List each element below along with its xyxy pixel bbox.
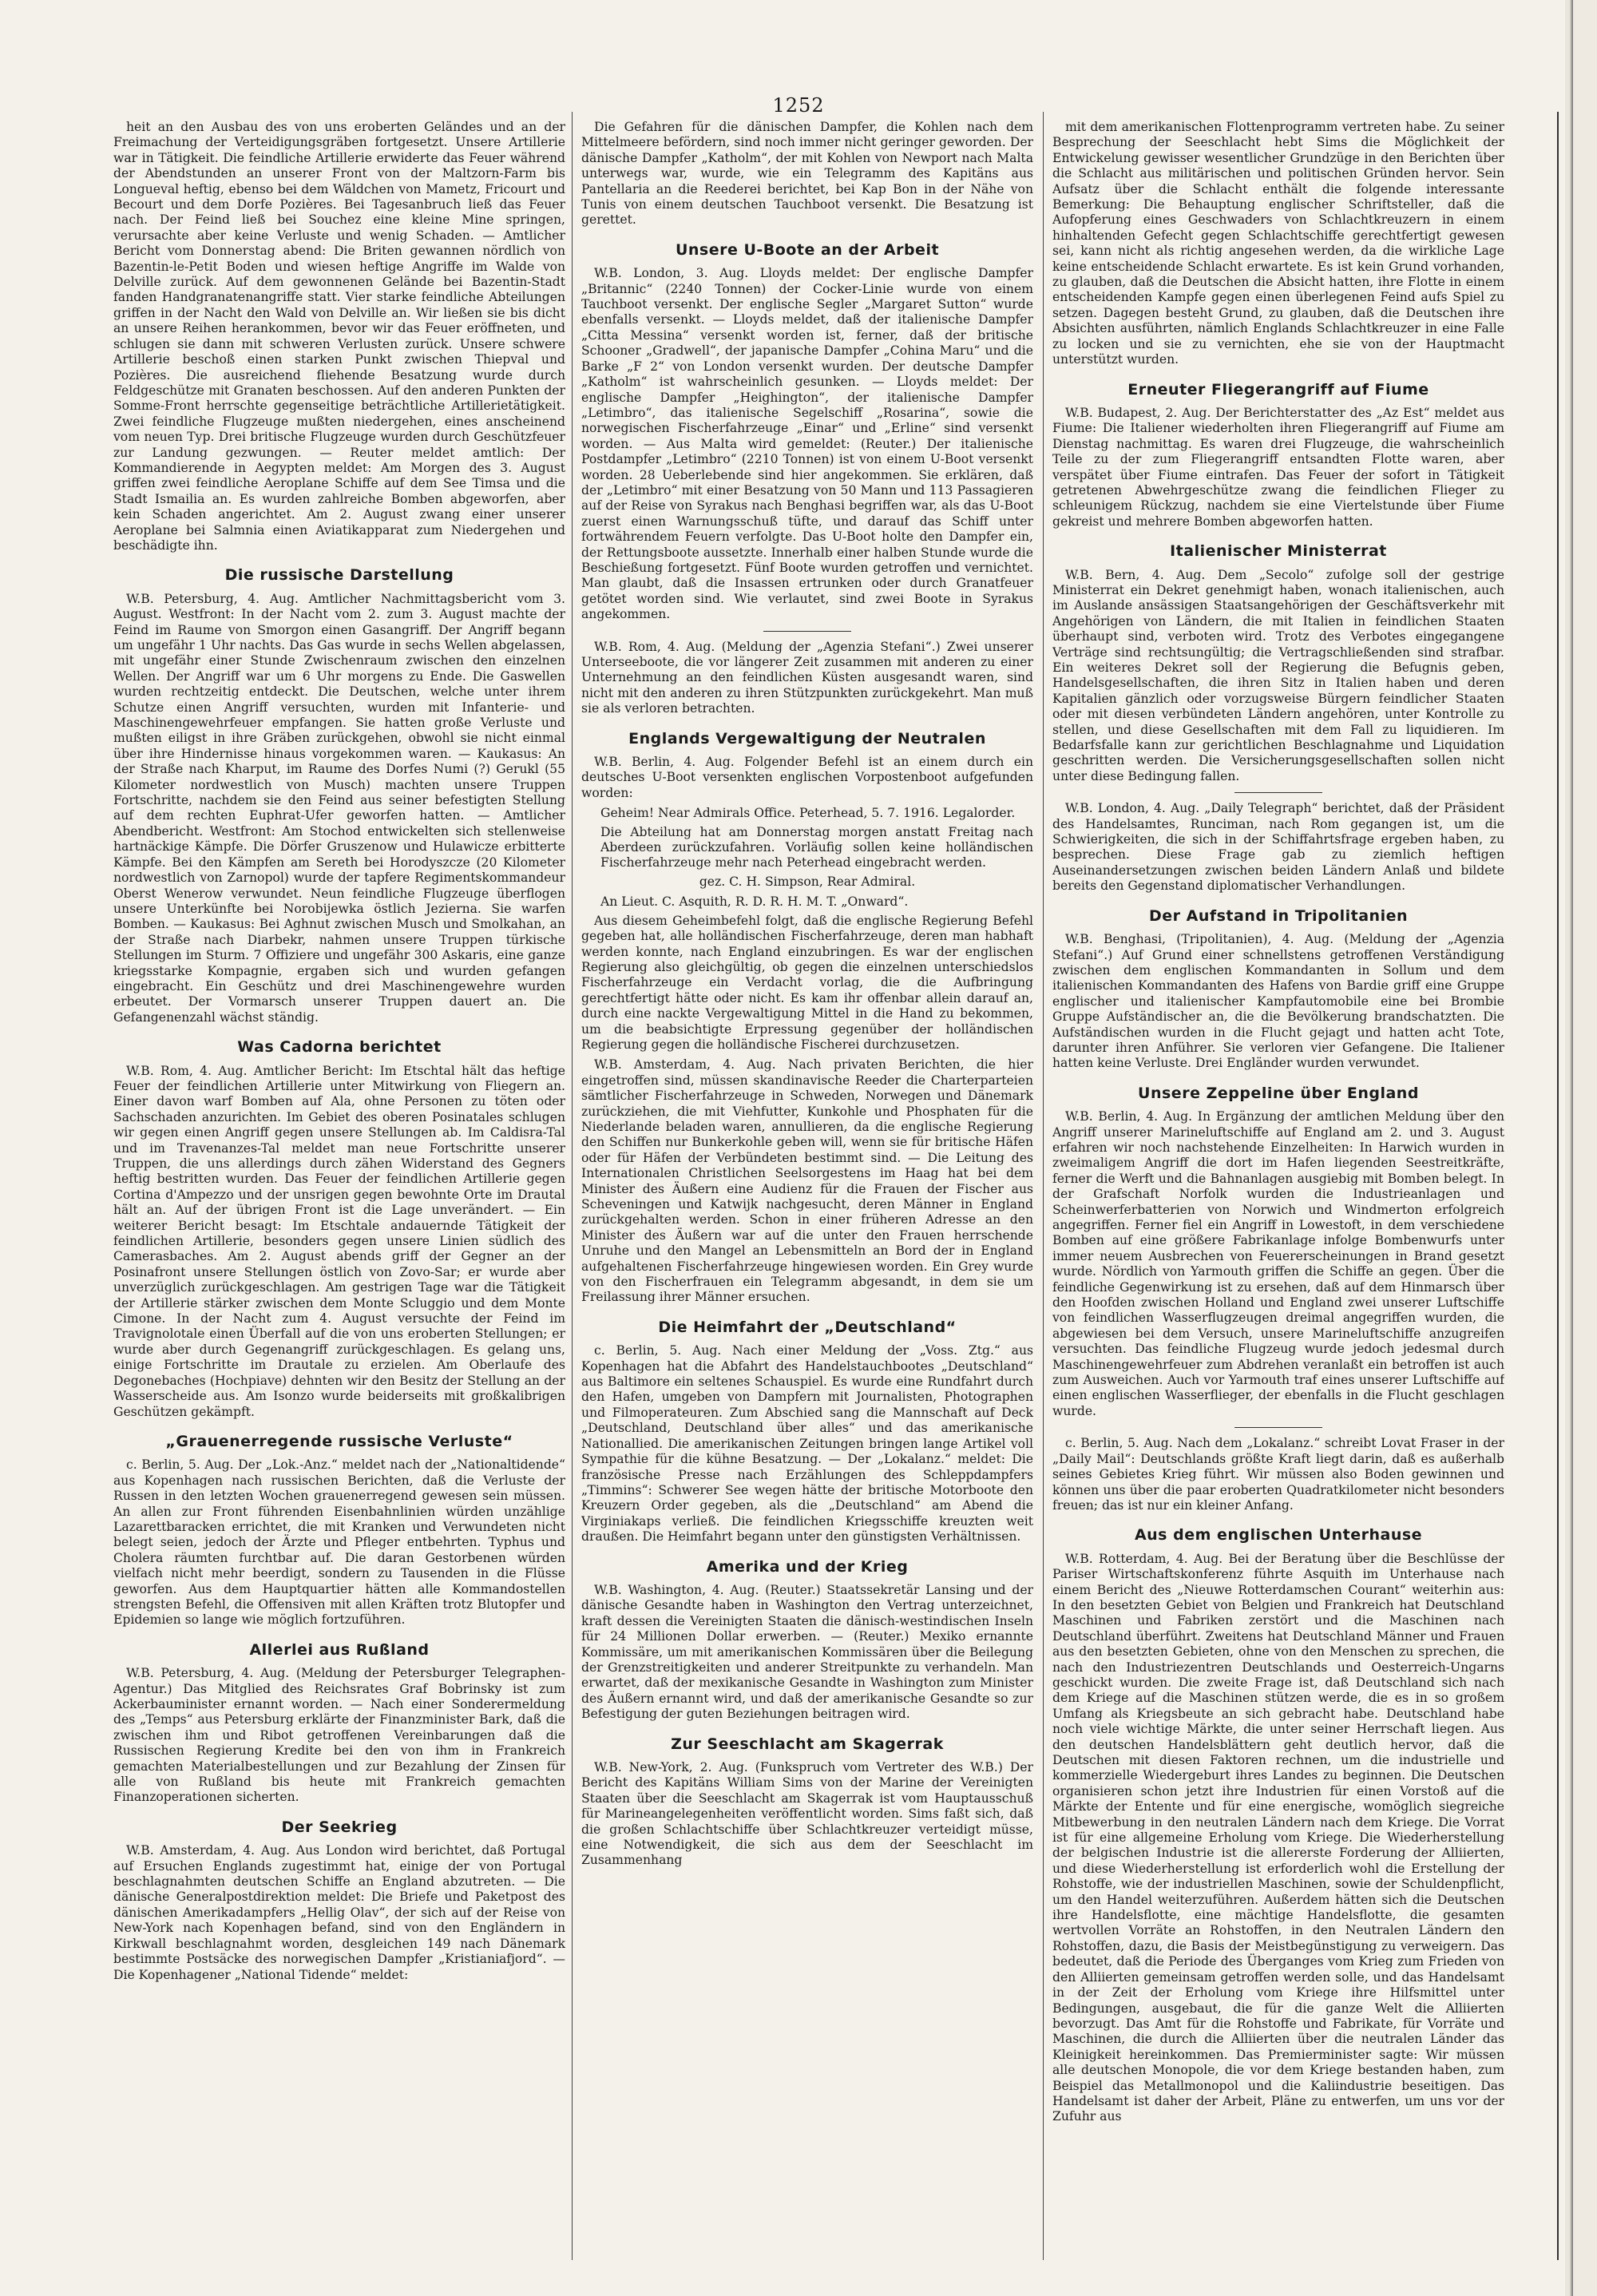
article-heading: Der Aufstand in Tripolitanien: [1148, 906, 1409, 925]
article-text: W.B. Rom, 4. Aug. Amtlicher Bericht: Im Etschtal hält das heftige Feuer der feindlichen Artillerie unter Mitwirkung von Fliegern an. Einer davon warf Bomben auf Ala, ohne Personen zu töten oder Sachschaden anzurichten. Im Gebiet des oberen Posinatales schlugen wir gegen einen Angriff gegen unsere Stellungen ab. Im Caldisra-Tal und im Travenanzes-Tal meldet man neue Fortschritte unserer Truppen, die uns allerdings durch zähen Widerstand des Gegners heftig bestritten wurden. Das Feuer der feindlichen Artillerie gegen Cortina d'Ampezzo und der unsrigen gegen bewohnte Orte im Drautal hält an. Auf der übrigen Front ist die Lage unverändert. — Ein weiterer Bericht besagt: Im Etschtale andauernde Tätigkeit der feindlichen Artillerie, besonders gegen unsere Linien südlich des Camerasbaches. Am 2. August abends griff der Gegner an der Posinafront unsere Stellungen östlich von Zovo-Sar; er wurde aber unverzüglich zurückgeschlagen. Am gestrigen Tage war die Tätigkeit der Artillerie stärker zwischen dem Monte Scluggio und dem Monte Cimone. In der Nacht zum 4. August versuchte der Feind im Travignolotale einen Überfall auf die von uns eroberten Stellungen; er wurde aber durch Gegenangriff zurückgeschlagen. Es gelang uns, einige Fortschritte im Drautale zu erzielen. Am Oberlaufe des Degonebaches (Hochpiave) dehnten wir den Besitz der Stellung an der Wasserscheide aus. Am Isonzo wurde beiderseits mit großkalibrigen Geschützen gekämpft.: [113, 1063, 565, 1419]
article-text: W.B. London, 3. Aug. Lloyds meldet: Der englische Dampfer „Britannic“ (2240 Tonnen) der Cocker-Linie wurde von einem Tauchboot versenkt. Der englische Segler „Margaret Sutton“ wurde ebenfalls versenkt. — Lloyds meldet, daß der italienische Dampfer „Citta Messina“ versenkt worden ist, ferner, daß der britische Schooner „Gradwell“, der japanische Dampfer „Cohina Maru“ und die Barke „F 2“ von London versenkt wurden. Der deutsche Dampfer „Katholm“ ist wahrscheinlich gesunken. — Lloyds meldet: Der englische Dampfer „Heighington“, der italienische Dampfer „Letimbro“, das italienische Segelschiff „Rosarina“, sowie die norwegischen Fischerfahrzeuge „Einar“ und „Erline“ sind versenkt worden. — Aus Malta wird gemeldet: (Reuter.) Der italienische Postdampfer „Letimbro“ (2210 Tonnen) ist von einem U-Boot versenkt worden. 28 Ueberlebende sind hier angekommen. Sie erklären, daß der „Letimbro“ mit einer Besatzung von 50 Mann und 113 Passagieren auf der Reise von Syrakus nach Benghasi begriffen war, als das U-Boot zuerst einen Warnungsschuß tüfte, und darauf das Schiff unter fortwährendem Feuern verfolgte. Das U-Boot holte den Dampfer ein, der Rettungsboote aussetzte. Innerhalb einer halben Stunde wurde die Beschießung fortgesetzt. Fünf Boote wurden getroffen und vernichtet. Man glaubt, daß die Insassen ertrunken oder durch Granatfeuer getötet worden sind. Wie verlautet, sind zwei Boote in Syrakus angekommen.: [581, 266, 1033, 622]
article-heading: Italienischer Ministerrat: [1170, 542, 1387, 561]
separator-rule: [1234, 792, 1322, 793]
article-text: c. Berlin, 5. Aug. Nach einer Meldung der „Voss. Ztg.“ aus Kopenhagen hat die Abfahrt des Handelstauchbootes „Deutschland“ aus Baltimore ein seltenes Schauspiel. Es wurde eine Rundfahrt durch den Hafen, umgeben von Dampfern mit Journalisten, Photographen und Filmoperateuren. Zum Abschied sang die Mannschaft auf Deck „Deutschland, Deutschland über alles“ und das amerikanische Nationallied. Die amerikanischen Zeitungen bringen lange Artikel voll Sympathie für die kühne Besatzung. — Der „Lokalanz.“ meldet: Die französische Presse nach Erzählungen des Schleppdampfers „Timmins“: Schwerer See wegen hätte der britische Motorboote den Kreuzern Order gegeben, als die „Deutschland“ am Abend die Virginiakaps verließ. Die feindlichen Kriegsschiffe kreuzten weit draußen. Die Heimfahrt begann unter den günstigsten Verhältnissen.: [581, 1343, 1033, 1545]
page-number: 1252: [772, 94, 825, 117]
page-edge-rule: [1557, 112, 1559, 2260]
column-1: [113, 120, 565, 2244]
article-heading: Unsere U-Boote an der Arbeit: [675, 240, 940, 259]
article-heading: Allerlei aus Rußland: [249, 1640, 430, 1659]
quoted-order: Geheim! Near Admirals Office. Peterhead, 5. 7. 1916. Legalorder.: [600, 806, 1016, 821]
adjacent-page-edge: [1571, 0, 1597, 2296]
article-text: c. Berlin, 5. Aug. Nach dem „Lokalanz.“ schreibt Lovat Fraser in der „Daily Mail“: Deutschlands größte Kraft liegt darin, daß es außerhalb seines Gebietes Krieg führt. Wir müssen also Boden gewinnen und können uns über die paar eroberten Quadratkilometer nicht besonders freuen; das ist nur ein kleiner Anfang.: [1052, 1436, 1504, 1513]
article-text: W.B. Rotterdam, 4. Aug. Bei der Beratung über die Beschlüsse der Pariser Wirtschaftskonferenz führte Asquith im Unterhause nach einem Bericht des „Nieuwe Rotterdamschen Courant“ weiterhin aus: In den besetzten Gebiet von Belgien und Frankreich hat Deutschland Maschinen und Fabriken zerstört und die Maschinen nach Deutschland überführt. Zweitens hat Deutschland Männer und Frauen aus den besetzten Gebieten, ohne von den Menschen zu sprechen, die nach den Industriezentren Deutschlands und Oesterreich-Ungarns geschickt wurden. Die zweite Frage ist, daß Deutschland sich nach dem Kriege auf die Maschinen stützen werde, die es in so großem Umfang als Kriegsbeute an sich gebracht habe. Deutschland habe noch viele wichtige Märkte, die unter seiner Herrschaft liegen. Aus den deutschen Handelsblättern geht deutlich hervor, daß die Deutschen mit diesen Faktoren rechnen, um die industrielle und kommerzielle Wiedergeburt ihres Landes zu beginnen. Die Deutschen organisieren schon jetzt ihre Industrien für einen Vorstoß auf die Märkte der Entente und für eine energische, womöglich siegreiche Mitbewerbung in den neutralen Ländern nach dem Kriege. Die Vorrat ist für eine allgemeine Erholung vom Kriege. Die Wiederherstellung der belgischen Industrie ist die allererste Forderung der Alliierten, und diese Wiederherstellung ist erforderlich wohl die Erstellung der Rohstoffe, wie der industriellen Maschinen, sowie der Schuldenpflicht, um den Handel weiterzuführen. Außerdem hätten sich die Deutschen ihre Handelsflotte, eine mächtige Handelsflotte, die gesamten wertvollen Vorräte an Rohstoffen, in den Neutralen Ländern den Rohstoffen, dazu, die Basis der Meistbegünstigung zu verweigern. Das bedeutet, daß die Periode des Überganges vom Krieg zum Frieden von den Alliierten gemeinsam getroffen werden solle, und das Handelsamt in der Zeit der Erholung vom Kriege ihre Hilfsmittel unter Bedingungen, ausgebaut, die für die ganze Welt die Alliierten bevorzugt. Das Amt für die Rohstoffe und Fabrikate, für Vorräte und Maschinen, die durch die Alliierten über die neutralen Länder das Kleinigkeit hereinkommen. Das Premierminister sagte: Wir müssen alle deutschen Monopole, die vor dem Kriege bestanden haben, zum Beispiel das Metallmonopol und die Kaliindustrie beseitigen. Das Handelsamt ist daher der Arbeit, Pläne zu entwerfen, um uns vor der Zufuhr aus: [1052, 1551, 1504, 2124]
article-text: W.B. Amsterdam, 4. Aug. Nach privaten Berichten, die hier eingetroffen sind, müssen skandinavische Reeder die Charterparteien sämtlicher Fischerfahrzeuge in Schweden, Norwegen und Dänemark zurückziehen, die mit Viehfutter, Kunkohle und Phosphaten für die Niederlande beladen waren, annullieren, da die englische Regierung den Schiffen nur Bunkerkohle geben will, wenn sie für britische Häfen oder für Häfen der Verbündeten bestimmt sind. — Die Leitung des Internationalen Christlichen Seelsorgestens im Haag hat bei dem Minister des Äußern eine Audienz für die Frauen der Fischer aus Scheveningen und Katwijk nachgesucht, deren Männer in England zurückgehalten werden. Schon in einer früheren Adresse an den Minister des Äußern war auf die unter den Frauen herrschende Unruhe und den Mangel an Lebensmitteln an Bord der in England aufgehaltenen Fischerfahrzeuge hingewiesen worden. Ein Grey wurde von den Fischerfrauen ein Telegramm abgesandt, in dem sie um Freilassung ihrer Männer ersuchen.: [581, 1057, 1033, 1305]
quoted-signature: gez. C. H. Simpson, Rear Admiral.: [699, 874, 916, 889]
article-text: W.B. Washington, 4. Aug. (Reuter.) Staatssekretär Lansing und der dänische Gesandte haben in Washington den Vertrag unterzeichnet, kraft dessen die Vereinigten Staaten die dänisch-westindischen Inseln für 24 Millionen Dollar erwerben. — (Reuter.) Mexiko ernannte Kommissäre, um mit amerikanischen Kommissären über die Beilegung der Grenzstreitigkeiten und anderer Streitpunkte zu verhandeln. Man erwartet, daß der mexikanische Gesandte in Washington zum Minister des Äußern ernannt wird, und daß der amerikanische Gesandte so zur Befestigung der guten Beziehungen beitragen wird.: [581, 1582, 1033, 1722]
article-heading: Die Heimfahrt der „Deutschland“: [658, 1318, 957, 1336]
article-heading: Amerika und der Krieg: [706, 1557, 909, 1576]
article-text: W.B. Benghasi, (Tripolitanien), 4. Aug. (Meldung der „Agenzia Stefani“.) Auf Grund einer schnellstens getroffenen Verständigung zwischen dem englischen Kommandanten in Sollum und dem italienischen Kommandanten des Hafens von Bardie griff eine Gruppe englischer und italienischer Kampfautomobile eine bei Brombie Gruppe Aufständischer an, die die Bevölkerung brandschatzten. Die Aufständischen wurden in die Flucht gejagt und hatten acht Tote, darunter ihren Anführer. Sie verloren vier Gefangene. Die Italiener hatten keine Verluste. Drei Engländer wurden verwundet.: [1052, 932, 1504, 1071]
column-divider: [1043, 112, 1044, 2260]
article-text: Die Gefahren für die dänischen Dampfer, die Kohlen nach dem Mittelmeere befördern, sind noch immer nicht geringer geworden. Der dänische Dampfer „Katholm“, der mit Kohlen von Newport nach Malta unterwegs war, wurde, wie ein Telegramm des Kapitäns aus Pantellaria an die Reederei berichtet, bei Kap Bon in der Nähe von Tunis von einem deutschen Tauchboot versenkt. Die Besatzung ist gerettet.: [581, 120, 1033, 228]
article-text: W.B. Amsterdam, 4. Aug. Aus London wird berichtet, daß Portugal auf Ersuchen Englands zugestimmt hat, einige der von Portugal beschlagnahmten deutschen Schiffe an England abzutreten. — Die dänische Generalpostdirektion meldet: Die Briefe und Paketpost des dänischen Amerikadampfers „Hellig Olav“, der sich auf der Reise von New-York nach Kopenhagen befand, sind von den Engländern in Kirkwall beschlagnahmt worden, desgleichen 149 nach Dänemark bestimmte Postsäcke des norwegischen Dampfer „Kristianiafjord“. — Die Kopenhagener „National Tidende“ meldet:: [113, 1843, 565, 1982]
article-heading: „Grauenerregende russische Verluste“: [165, 1432, 513, 1450]
article-heading: Englands Vergewaltigung der Neutralen: [628, 729, 986, 747]
article-text: c. Berlin, 5. Aug. Der „Lok.-Anz.“ meldet nach der „Nationaltidende“ aus Kopenhagen nach russischen Berichten, daß die Verluste der Russen in den letzten Wochen grauenerregend gewesen sein müssen. An allen zur Front führenden Eisenbahnlinien würden unzählige Lazarettbaracken errichtet, die mit Kranken und Verwundeten nicht belegt seien, jedoch der Ärzte und Pfleger entbehrten. Typhus und Cholera räumten furchtbar auf. Die daran Gestorbenen würden vielfach nicht mehr beerdigt, sondern zu Tausenden in die Flüsse geworfen. Aus dem Hauptquartier hätten alle Kommandostellen strengsten Befehl, die Offensiven mit allen Kräften trotz Blutopfer und Epidemien so lange wie möglich fortzuführen.: [113, 1457, 565, 1628]
separator-rule: [1234, 1427, 1322, 1428]
article-heading: Erneuter Fliegerangriff auf Fiume: [1127, 380, 1429, 399]
article-text: W.B. Berlin, 4. Aug. Folgender Befehl ist an einem durch ein deutsches U-Boot versenkten englischen Vorpostenboot aufgefunden worden:: [581, 755, 1033, 800]
article-text: W.B. London, 4. Aug. „Daily Telegraph“ berichtet, daß der Präsident des Handelsamtes, Runciman, nach Rom gegangen ist, um die Schwierigkeiten, die sich in der Schiffahrtsfrage ergeben haben, zu besprechen. Diese Frage gab zu ziemlich heftigen Auseinandersetzungen zwischen beiden Ländern Anlaß und bildete bereits den Gegenstand diplomatischer Verhandlungen.: [1052, 801, 1504, 894]
article-heading: Zur Seeschlacht am Skagerrak: [671, 1735, 944, 1753]
article-text: W.B. Petersburg, 4. Aug. (Meldung der Petersburger Telegraphen-Agentur.) Das Mitglied des Reichsrates Graf Bobrinsky ist zum Ackerbauminister ernannt worden. — Nach einer Sonderermeldung des „Temps“ aus Petersburg erklärte der Finanzminister Bark, daß die zwischen ihm und Ribot getroffenen Vereinbarungen daß die Russischen Regierung Kredite bei den von ihm in Frankreich gemachten Materialbestellungen und zur Bezahlung der Zinsen für alle von Rußland bis heute mit Frankreich gemachten Finanzoperationen sicherten.: [113, 1666, 565, 1805]
article-heading: Aus dem englischen Unterhause: [1134, 1526, 1423, 1545]
quoted-recipient: An Lieut. C. Asquith, R. D. R. H. M. T. „Onward“.: [600, 894, 909, 910]
column-3: [1052, 120, 1504, 2244]
column-2: [581, 120, 1033, 2244]
article-text: W.B. Berlin, 4. Aug. In Ergänzung der amtlichen Meldung über den Angriff unserer Marineluftschiffe auf England am 2. und 3. August erfahren wir noch nachstehende Einzelheiten: In Harwich wurden in zweimaligem Angriff die dort im Hafen liegenden Seestreitkräfte, ferner die Werft und die Bahnanlagen ausgiebig mit Bomben belegt. In der Grafschaft Norfolk wurden die Industrieanlagen und Scheinwerferbatterien von Norwich und Windmerton erfolgreich angegriffen. Ferner fiel ein Angriff in Lowestoft, in dem verschiedene Bomben auf eine größere Fabrikanlage infolge Bombenwurfs unter immer neuem Ausbrechen von Feuererscheinungen in Brand gesetzt wurde. Nördlich von Yarmouth griffen die Schiffe an gegen. Über die feindliche Gegenwirkung ist zu ersehen, daß auf dem Hinmarsch über den Hoofden zwischen Holland und England zwei unserer Luftschiffe von feindlichen Wasserflugzeugen dreimal angegriffen wurden, die abgewiesen bei dem Versuch, unsere Marineluftschiffe anzugreifen versuchten. Das feindliche Flugzeug wurde jedoch jedesmal durch Maschinengewehrfeuer zum Abdrehen veranlaßt ein betroffen ist auch zum Ausweichen. Auch vor Yarmouth traf eines unserer Luftschiffe auf einen englischen Wasserflieger, der ebenfalls in die Flucht geschlagen wurde.: [1052, 1109, 1504, 1418]
column-divider: [572, 112, 573, 2260]
article-text: W.B. New-York, 2. Aug. (Funkspruch vom Vertreter des W.B.) Der Bericht des Kapitäns William Sims von der Marine der Vereinigten Staaten über die Seeschlacht am Skagerrak ist vom Hauptausschuß für Marineangelegenheiten veröffentlicht worden. Sims faßt sich, daß die großen Schlachtschiffe über Schlachtkreuzer verteidigt müsse, eine Notwendigkeit, die sich aus dem der Seeschlacht im Zusammenhang: [581, 1760, 1033, 1868]
article-heading: Der Seekrieg: [281, 1818, 398, 1836]
article-text: mit dem amerikanischen Flottenprogramm vertreten habe. Zu seiner Besprechung der Seeschlacht hebt Sims die Möglichkeit der Entwickelung gewisser wesentlicher Grundzüge in den Berichten über die Schlacht aus militärischen und politischen Gründen hervor. Sein Aufsatz über die Schlacht enthält die folgende interessante Bemerkung: Die Behauptung englischer Schriftsteller, daß die Aufopferung eines Geschwaders von Schlachtkreuzern in einem hinhaltenden Gefecht gegen Schlachtschiffe gerechtfertigt gewesen sei, kann nicht als richtig angesehen werden, da die wirkliche Lage keine entscheidende Schlacht erwartete. Es ist kein Grund vorhanden, zu glauben, daß die Deutschen die Absicht hatten, ihre Flotte in einem entscheidenden Kampfe gegen einen überlegenen Feind aufs Spiel zu setzen. Dagegen besteht Grund, zu glauben, daß die Deutschen ihre Absichten ausführten, nämlich Englands Schlachtkreuzer in eine Falle zu locken und sie zu vernichten, ehe sie von der Hauptmacht unterstützt wurden.: [1052, 120, 1504, 367]
article-text: W.B. Petersburg, 4. Aug. Amtlicher Nachmittagsbericht vom 3. August. Westfront: In der Nacht vom 2. zum 3. August machte der Feind im Raume von Smorgon einen Gasangriff. Der Angriff begann um ungefähr 1 Uhr nachts. Das Gas wurde in sechs Wellen abgelassen, mit ungefähr einer Stunde Zwischenraum zwischen den einzelnen Wellen. Der Angriff war um 6 Uhr morgens zu Ende. Die Gaswellen wurden rechtzeitig entdeckt. Die Deutschen, welche unter ihrem Schutze einen Angriff versuchten, wurden mit Infanterie- und Maschinengewehrfeuer empfangen. Sie hatten große Verluste und mußten eiligst in ihre Gräben zurückgehen, obwohl sie nicht einmal über ihre Hindernisse hinaus vorgekommen waren. — Kaukasus: An der Straße nach Kharput, im Raume des Dorfes Numi (?) Gerukl (55 Kilometer nordwestlich von Musch) machten unsere Truppen Fortschritte, nachdem sie den Feind aus seiner befestigten Stellung auf dem rechten Euphrat-Ufer geworfen hatten. — Amtlicher Abendbericht. Westfront: Am Stochod entwickelten sich stellenweise hartnäckige Kämpfe. Die Dörfer Gruszenow und Hulawicze erbitterte Kämpfe. Bei den Kämpfen am Sereth bei Horodyszcze (20 Kilometer nordwestlich von Zarnopol) wurde der tapfere Regimentskommandeur Oberst Wenerow verwundet. Neun feindliche Flugzeuge überflogen unsere Unterkünfte bei Norobijewka östlich Jezierna. Sie warfen Bomben. — Kaukasus: Bei Aghnut zwischen Musch und Smolkahan, an der Straße nach Diarbekr, nahmen unsere Truppen türkische Stellungen im Sturm. 7 Offiziere und ungefähr 300 Askaris, eine ganze kriegsstarke Kompagnie, ergaben sich und wurden gefangen eingebracht. Ein Geschütz und drei Maschinengewehre wurden erbeutet. Der Vormarsch unserer Truppen dauert an. Die Gefangenenzahl wächst ständig.: [113, 591, 565, 1025]
article-text: W.B. Bern, 4. Aug. Dem „Secolo“ zufolge soll der gestrige Ministerrat ein Dekret genehmigt haben, wonach italienischen, auch im Auslande ansässigen Staatsangehörigen der Geschäftsverkehr mit Angehörigen von Ländern, die mit Italien in feindlichen Staaten überhaupt sind, verboten wird. Trotz des Verbotes eingegangene Verträge sind rechtsungültig; die Vertragschließenden sind strafbar. Ein weiteres Dekret soll der Regierung die Befugnis geben, Handelsgesellschaften, die ihren Sitz in Italien haben und deren Kapitalien gänzlich oder vorzugsweise Bürgern feindlicher Staaten oder mit diesen verbündeten Ländern angehören, unter Kontrolle zu stellen, und diese Gesellschaften mit dem Fall zu liquidieren. Im Bedarfsfalle kann zur gerichtlichen Beschlagnahme und Liquidation geschritten werden. Die Versicherungsgesellschaften sollen nicht unter diese Bedingung fallen.: [1052, 567, 1504, 783]
article-text: heit an den Ausbau des von uns eroberten Geländes und an der Freimachung der Verteidigungsgräben fortgesetzt. Unsere Artillerie war in Tätigkeit. Die feindliche Artillerie erwiderte das Feuer während der Abendstunden an unserer Front von der Maltzorn-Farm bis Longueval heftig, ebenso bei dem Wäldchen von Mametz, Fricourt und Becourt und dem Dorfe Pozières. Bei Tagesanbruch ließ das Feuer nach. Der Feind ließ bei Souchez eine kleine Mine springen, verursachte aber keine Verluste und wenig Schaden. — Amtlicher Bericht vom Donnerstag abend: Die Briten gewannen nördlich von Bazentin-le-Petit Boden und wiesen heftige Angriffe im Walde von Delville zurück. Auf dem gewonnenen Gelände bei Bazentin-Stadt fanden Handgranatenangriffe statt. Vier starke feindliche Abteilungen griffen in der Nacht den Wald von Delville an. Wir ließen sie bis dicht an unsere Reihen herankommen, bevor wir das Feuer eröffneten, und schlugen sie dann mit schweren Verlusten zurück. Unsere schwere Artillerie beschoß einen starken Punkt zwischen Thiepval und Pozières. Die ausreichend fliehende Besatzung wurde durch Feldgeschütze mit Granaten beschossen. Auf den anderen Punkten der Somme-Front herrschte gegenseitige beträchtliche Artillerietätigkeit. Zwei feindliche Flugzeuge mußten niedergehen, eines anscheinend vom neuen Typ. Drei britische Flugzeuge wurden durch Geschützfeuer zur Landung gezwungen. — Reuter meldet amtlich: Der Kommandierende in Aegypten meldet: Am Morgen des 3. August griffen zwei feindliche Aeroplane Schiffe auf dem See Timsa und die Stadt Ismailia an. Es wurden zahlreiche Bomben abgeworfen, aber kein Schaden angerichtet. Am 2. August zwang einer unserer Aeroplane bei Salmnia einen Aviatikapparat zum Niedergehen und beschädigte ihn.: [113, 120, 565, 553]
quoted-order: Die Abteilung hat am Donnerstag morgen anstatt Freitag nach Aberdeen zurückzufahren. Vorläufig sollen keine holländischen Fischerfahrzeuge mehr nach Peterhead eingebracht werden.: [600, 824, 1033, 870]
article-text: Aus diesem Geheimbefehl folgt, daß die englische Regierung Befehl gegeben hat, alle holländischen Fischerfahrzeuge, deren man habhaft werden konnte, nach England einzubringen. Es war der englischen Regierung also gleichgültig, ob gegen die einzelnen unterschiedslos Fischerfahrzeuge ein Verdacht vorlag, die die Aufbringung gerechtfertigt hätte oder nicht. Es kam ihr offenbar allein darauf an, durch eine nackte Vergewaltigung Mittel in die Hand zu bekommen, um die beabsichtigte Erpressung gegenüber der holländischen Regierung gegen die holländische Fischerei durchzusetzen.: [581, 913, 1033, 1052]
separator-rule: [763, 631, 851, 632]
article-heading: Was Cadorna berichtet: [237, 1038, 442, 1057]
article-text: W.B. Budapest, 2. Aug. Der Berichterstatter des „Az Est“ meldet aus Fiume: Die Italiener wiederholten ihren Fliegerangriff auf Fiume am Dienstag nachmittag. Es waren drei Flugzeuge, die wahrscheinlich Teile zu der zum Fliegerangriff entsandten Flotte waren, aber verspätet über Fiume eintrafen. Das Feuer der sofort in Tätigkeit getretenen Abwehrgeschütze zwang die feindlichen Flieger zu schleunigem Rückzug, nachdem sie eine Viertelstunde über Fiume gekreist und mehrere Bomben abgeworfen hatten.: [1052, 405, 1504, 529]
article-heading: Unsere Zeppeline über England: [1138, 1084, 1419, 1102]
article-heading: Die russische Darstellung: [224, 566, 454, 585]
article-text: W.B. Rom, 4. Aug. (Meldung der „Agenzia Stefani“.) Zwei unserer Unterseeboote, die vor längerer Zeit zusammen mit anderen zu einer Unternehmung an den feindlichen Küsten ausgesandt waren, sind nicht mit den anderen zu ihren Stützpunkten zurückgekehrt. Man muß sie als verloren betrachten.: [581, 639, 1033, 716]
